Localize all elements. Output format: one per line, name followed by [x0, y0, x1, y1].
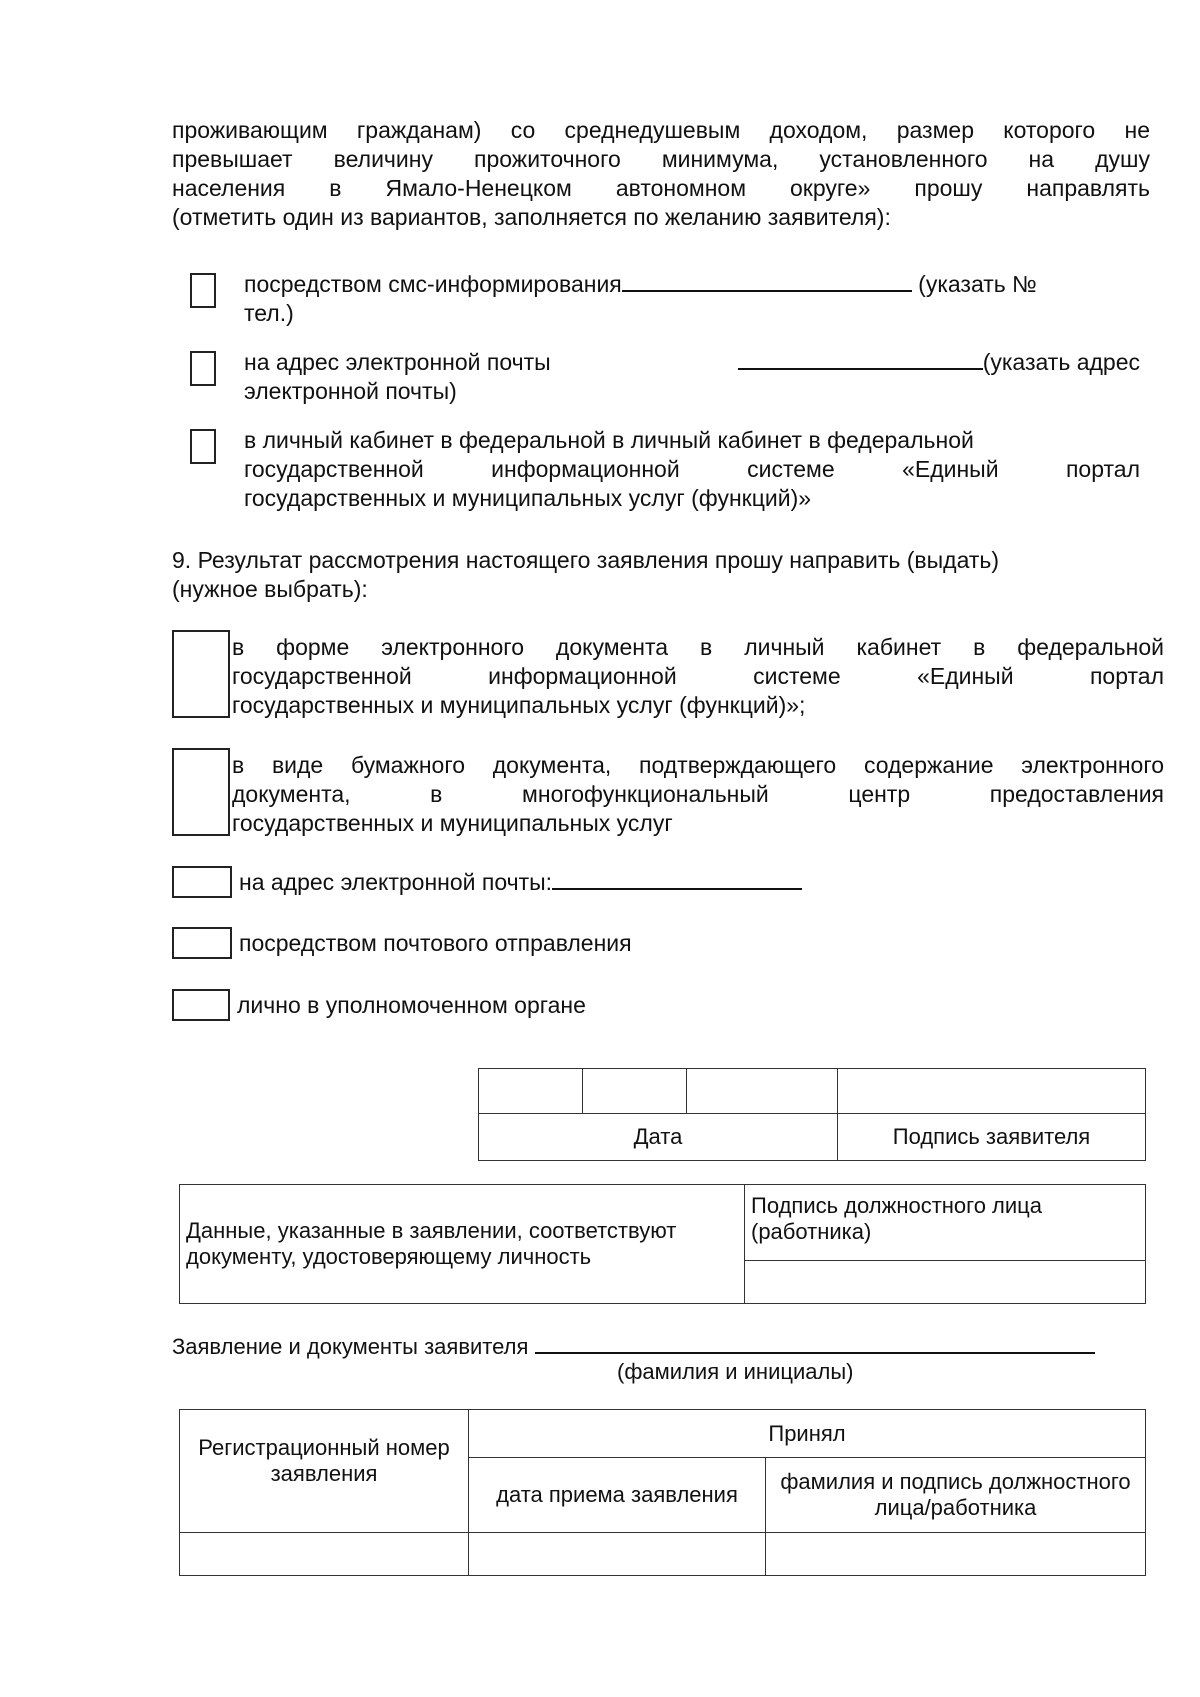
- receipt-date-cell[interactable]: [469, 1533, 766, 1576]
- sms-checkbox[interactable]: [190, 273, 216, 308]
- date-day-cell[interactable]: [479, 1069, 583, 1114]
- result-option-1-line-1: в форме электронного документа в личный кабинет в федеральной: [232, 634, 1164, 660]
- documents-label: Заявление и документы заявителя: [172, 1334, 529, 1359]
- email-notify-label: на адрес электронной почты: [244, 349, 558, 375]
- result-email-label: на адрес электронной почты:: [239, 869, 553, 895]
- email-notify-hint: (указать адрес: [982, 349, 1140, 375]
- cabinet-notify-checkbox[interactable]: [190, 429, 216, 464]
- verification-table: [179, 1184, 1146, 1304]
- email-notify-line-2: электронной почты): [244, 378, 457, 404]
- result-email-field[interactable]: [552, 868, 802, 890]
- post-mail-checkbox[interactable]: [172, 927, 232, 959]
- applicant-signature-label: Подпись заявителя: [838, 1114, 1146, 1161]
- section-9-line-1: 9. Результат рассмотрения настоящего заявления прошу направить (выдать): [172, 547, 1000, 573]
- result-option-1-line-2: государственной информационной системе «Единый портал: [232, 663, 1164, 689]
- result-email-checkbox[interactable]: [172, 866, 232, 898]
- sms-option-line-1: [244, 270, 1124, 299]
- date-year-cell[interactable]: [687, 1069, 838, 1114]
- cabinet-notify-line-2: государственной информационной системе «Единый портал: [244, 456, 1140, 482]
- email-notify-checkbox[interactable]: [190, 351, 216, 386]
- date-signature-table: [478, 1068, 1146, 1161]
- post-mail-label: посредством почтового отправления: [239, 930, 632, 956]
- official-name-cell[interactable]: [766, 1533, 1146, 1576]
- date-month-cell[interactable]: [583, 1069, 687, 1114]
- registration-number-header: Регистрационный номер заявления: [180, 1410, 469, 1533]
- applicant-signature-cell[interactable]: [838, 1069, 1146, 1114]
- electronic-cabinet-checkbox[interactable]: [172, 630, 230, 718]
- in-person-label: лично в уполномоченном органе: [237, 992, 586, 1018]
- result-email-line: [239, 868, 802, 897]
- official-signature-cell[interactable]: [745, 1261, 1146, 1304]
- official-name-header: фамилия и подпись должностного лица/работника: [766, 1458, 1146, 1533]
- phone-number-field[interactable]: [622, 270, 912, 292]
- intro-line-3: населения в Ямало-Ненецком автономном округе» прошу направлять: [172, 175, 1150, 201]
- applicant-name-caption: (фамилия и инициалы): [617, 1359, 854, 1384]
- in-person-checkbox[interactable]: [172, 989, 230, 1021]
- result-option-1-line-3: государственных и муниципальных услуг (функций)»;: [232, 692, 806, 718]
- intro-line-4: (отметить один из вариантов, заполняется по желанию заявителя):: [172, 204, 891, 230]
- sms-option-label: посредством смс-информирования: [244, 271, 622, 297]
- receipt-date-header: дата приема заявления: [469, 1458, 766, 1533]
- email-address-field[interactable]: [738, 348, 983, 370]
- registration-table: [179, 1409, 1146, 1576]
- section-9-line-2: (нужное выбрать):: [172, 576, 368, 602]
- cabinet-notify-line-1: в личный кабинет в федеральной в личный кабинет в федеральной: [244, 427, 974, 453]
- intro-line-2: превышает величину прожиточного минимума, установленного на душу: [172, 146, 1150, 172]
- email-notify-line-1: [244, 348, 1140, 377]
- registration-number-cell[interactable]: [180, 1533, 469, 1576]
- sms-option-line-2: тел.): [244, 300, 294, 326]
- result-option-2-line-3: государственных и муниципальных услуг: [232, 810, 673, 836]
- result-option-2-line-1: в виде бумажного документа, подтверждающего содержание электронного: [232, 752, 1164, 778]
- accepted-header: Принял: [469, 1410, 1146, 1458]
- official-signature-label: Подпись должностного лица (работника): [745, 1185, 1146, 1261]
- result-option-2-line-2: документа, в многофункциональный центр предоставления: [232, 781, 1164, 807]
- verification-statement: Данные, указанные в заявлении, соответствуют документу, удостоверяющему личность: [180, 1185, 745, 1304]
- date-label: Дата: [479, 1114, 838, 1161]
- documents-line: [172, 1332, 1095, 1360]
- applicant-name-field[interactable]: [535, 1332, 1095, 1354]
- sms-option-hint: (указать №: [911, 271, 1037, 297]
- cabinet-notify-line-3: государственных и муниципальных услуг (функций)»: [244, 485, 812, 511]
- paper-mfc-checkbox[interactable]: [172, 748, 230, 836]
- intro-line-1: проживающим гражданам) со среднедушевым доходом, размер которого не: [172, 117, 1150, 143]
